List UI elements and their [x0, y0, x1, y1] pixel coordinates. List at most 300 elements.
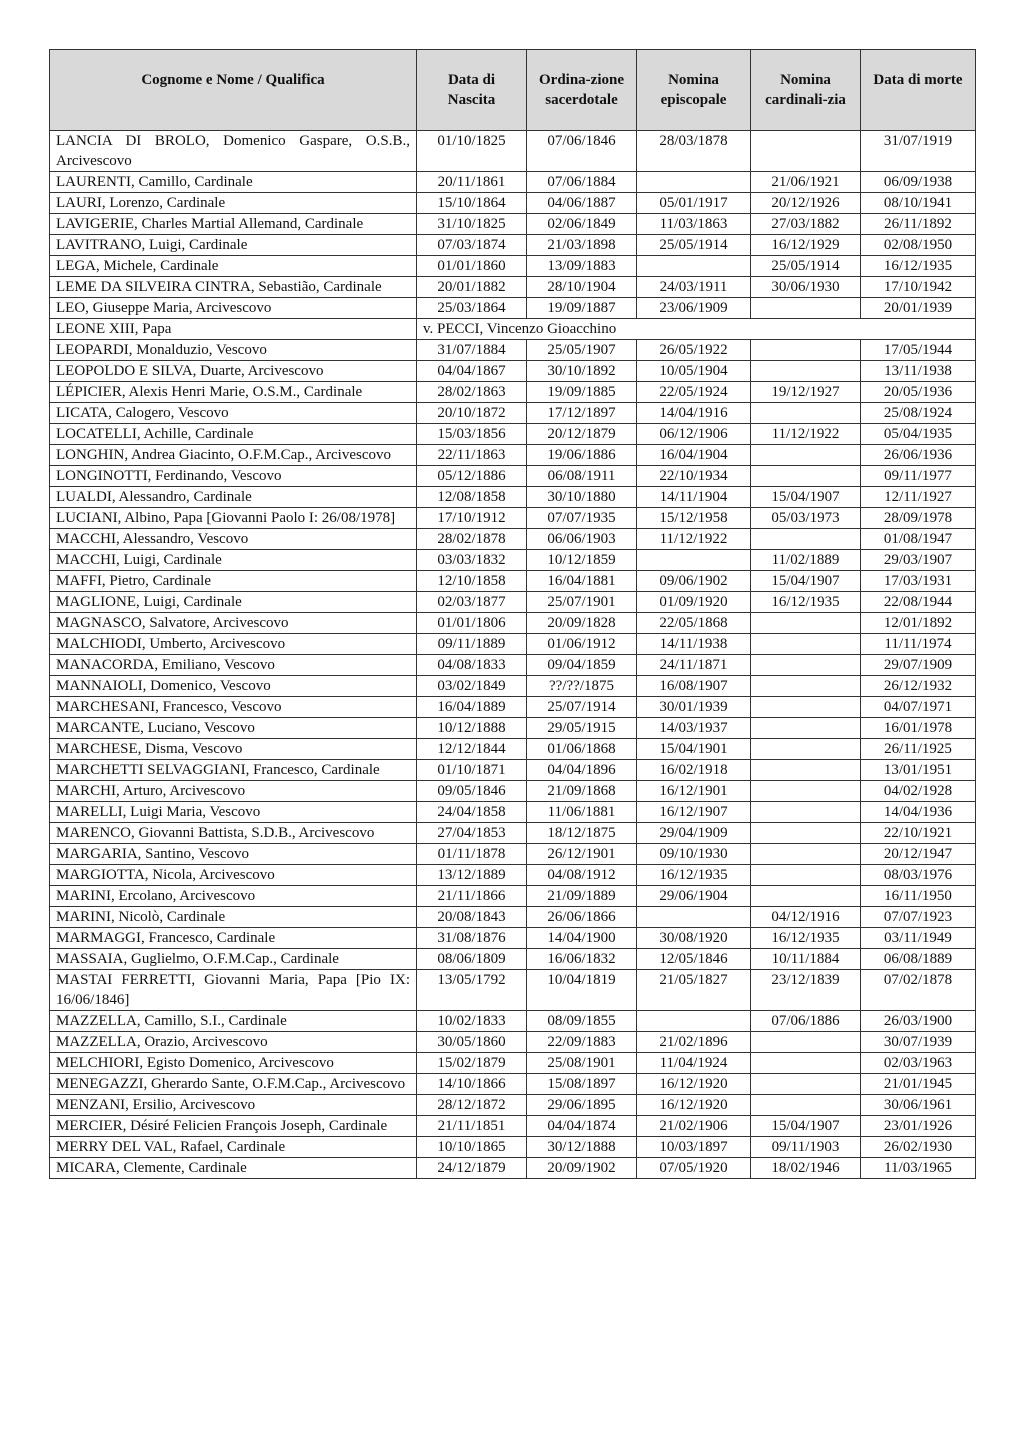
birth-date-cell: 09/05/1846: [417, 781, 527, 802]
birth-date-cell: 25/03/1864: [417, 298, 527, 319]
cardinal-date-cell: [751, 613, 861, 634]
birth-date-cell: 21/11/1866: [417, 886, 527, 907]
birth-date-cell: 17/10/1912: [417, 508, 527, 529]
cardinal-date-cell: [751, 802, 861, 823]
name-cell: MAGNASCO, Salvatore, Arcivescovo: [50, 613, 417, 634]
ordination-date-cell: 19/09/1885: [527, 382, 637, 403]
episcopal-date-cell: 11/04/1924: [637, 1053, 751, 1074]
birth-date-cell: 15/03/1856: [417, 424, 527, 445]
name-cell: MENZANI, Ersilio, Arcivescovo: [50, 1095, 417, 1116]
birth-date-cell: 30/05/1860: [417, 1032, 527, 1053]
cardinal-date-cell: 09/11/1903: [751, 1137, 861, 1158]
episcopal-date-cell: 05/01/1917: [637, 193, 751, 214]
birth-date-cell: 10/02/1833: [417, 1011, 527, 1032]
death-date-cell: 22/08/1944: [861, 592, 976, 613]
death-date-cell: 04/02/1928: [861, 781, 976, 802]
death-date-cell: 13/11/1938: [861, 361, 976, 382]
birth-date-cell: 16/04/1889: [417, 697, 527, 718]
header-ordination: Ordina-zione sacerdotale: [527, 50, 637, 131]
table-row: [50, 466, 976, 487]
cardinal-date-cell: 23/12/1839: [751, 970, 861, 1011]
ordination-date-cell: 19/09/1887: [527, 298, 637, 319]
name-cell: LAVITRANO, Luigi, Cardinale: [50, 235, 417, 256]
cardinal-date-cell: [751, 823, 861, 844]
header-cardinal: Nomina cardinali-zia: [751, 50, 861, 131]
birth-date-cell: 10/12/1888: [417, 718, 527, 739]
table-row: [50, 865, 976, 886]
name-cell: LAURI, Lorenzo, Cardinale: [50, 193, 417, 214]
ordination-date-cell: 04/08/1912: [527, 865, 637, 886]
name-cell: MACCHI, Luigi, Cardinale: [50, 550, 417, 571]
table-row: [50, 718, 976, 739]
birth-date-cell: 24/04/1858: [417, 802, 527, 823]
table-row: [50, 214, 976, 235]
table-row: [50, 592, 976, 613]
cardinal-date-cell: 18/02/1946: [751, 1158, 861, 1179]
death-date-cell: 29/07/1909: [861, 655, 976, 676]
death-date-cell: 07/07/1923: [861, 907, 976, 928]
episcopal-date-cell: [637, 1011, 751, 1032]
cardinal-date-cell: [751, 634, 861, 655]
episcopal-date-cell: 22/10/1934: [637, 466, 751, 487]
cardinal-date-cell: [751, 676, 861, 697]
name-cell: MARELLI, Luigi Maria, Vescovo: [50, 802, 417, 823]
table-row: [50, 340, 976, 361]
ordination-date-cell: 06/06/1903: [527, 529, 637, 550]
birth-date-cell: 10/10/1865: [417, 1137, 527, 1158]
table-row: [50, 445, 976, 466]
episcopal-date-cell: 16/12/1920: [637, 1074, 751, 1095]
name-cell: LAVIGERIE, Charles Martial Allemand, Cardinale: [50, 214, 417, 235]
table-row: [50, 613, 976, 634]
death-date-cell: 26/12/1932: [861, 676, 976, 697]
table-row: [50, 1158, 976, 1179]
ordination-date-cell: 04/06/1887: [527, 193, 637, 214]
death-date-cell: 12/01/1892: [861, 613, 976, 634]
name-cell: LEONE XIII, Papa: [50, 319, 417, 340]
ordination-date-cell: ??/??/1875: [527, 676, 637, 697]
name-cell: MERCIER, Désiré Felicien François Joseph, Cardinale: [50, 1116, 417, 1137]
episcopal-date-cell: 28/03/1878: [637, 131, 751, 172]
table-row: [50, 949, 976, 970]
episcopal-date-cell: 06/12/1906: [637, 424, 751, 445]
ordination-date-cell: 21/03/1898: [527, 235, 637, 256]
name-cell: LÉPICIER, Alexis Henri Marie, O.S.M., Cardinale: [50, 382, 417, 403]
name-cell: MANACORDA, Emiliano, Vescovo: [50, 655, 417, 676]
episcopal-date-cell: 12/05/1846: [637, 949, 751, 970]
ordination-date-cell: 07/06/1846: [527, 131, 637, 172]
episcopal-date-cell: 14/11/1904: [637, 487, 751, 508]
cardinal-date-cell: 05/03/1973: [751, 508, 861, 529]
name-cell: MARCHETTI SELVAGGIANI, Francesco, Cardinale: [50, 760, 417, 781]
table-row: [50, 131, 976, 172]
birth-date-cell: 03/02/1849: [417, 676, 527, 697]
episcopal-date-cell: 16/12/1901: [637, 781, 751, 802]
death-date-cell: 16/12/1935: [861, 256, 976, 277]
cardinal-date-cell: [751, 655, 861, 676]
cardinal-date-cell: [751, 844, 861, 865]
table-row: [50, 256, 976, 277]
ordination-date-cell: 20/09/1828: [527, 613, 637, 634]
episcopal-date-cell: 16/12/1935: [637, 865, 751, 886]
birth-date-cell: 22/11/1863: [417, 445, 527, 466]
birth-date-cell: 28/12/1872: [417, 1095, 527, 1116]
cardinal-date-cell: 16/12/1935: [751, 928, 861, 949]
table-row: [50, 298, 976, 319]
name-cell: MACCHI, Alessandro, Vescovo: [50, 529, 417, 550]
birth-date-cell: 21/11/1851: [417, 1116, 527, 1137]
ordination-date-cell: 20/09/1902: [527, 1158, 637, 1179]
episcopal-date-cell: 30/01/1939: [637, 697, 751, 718]
table-header: [50, 50, 976, 131]
cardinal-date-cell: [751, 760, 861, 781]
name-cell: LEGA, Michele, Cardinale: [50, 256, 417, 277]
ordination-date-cell: 26/06/1866: [527, 907, 637, 928]
ordination-date-cell: 17/12/1897: [527, 403, 637, 424]
table-row: [50, 361, 976, 382]
death-date-cell: 23/01/1926: [861, 1116, 976, 1137]
name-cell: LANCIA DI BROLO, Domenico Gaspare, O.S.B., Arcivescovo: [50, 131, 417, 172]
ordination-date-cell: 01/06/1868: [527, 739, 637, 760]
ordination-date-cell: 15/08/1897: [527, 1074, 637, 1095]
birth-date-cell: 05/12/1886: [417, 466, 527, 487]
ordination-date-cell: 16/06/1832: [527, 949, 637, 970]
cardinal-date-cell: [751, 865, 861, 886]
death-date-cell: 06/08/1889: [861, 949, 976, 970]
clergy-register-table: [49, 49, 976, 1179]
name-cell: MICARA, Clemente, Cardinale: [50, 1158, 417, 1179]
cardinal-date-cell: [751, 718, 861, 739]
name-cell: MARCHESANI, Francesco, Vescovo: [50, 697, 417, 718]
episcopal-date-cell: 22/05/1924: [637, 382, 751, 403]
birth-date-cell: 01/10/1825: [417, 131, 527, 172]
ordination-date-cell: 22/09/1883: [527, 1032, 637, 1053]
table-row: [50, 781, 976, 802]
table-row: [50, 1074, 976, 1095]
death-date-cell: 16/11/1950: [861, 886, 976, 907]
death-date-cell: 12/11/1927: [861, 487, 976, 508]
name-cell: LUCIANI, Albino, Papa [Giovanni Paolo I: 26/08/1978]: [50, 508, 417, 529]
cardinal-date-cell: [751, 739, 861, 760]
cardinal-date-cell: [751, 1032, 861, 1053]
birth-date-cell: 20/10/1872: [417, 403, 527, 424]
birth-date-cell: 12/12/1844: [417, 739, 527, 760]
table-row: [50, 508, 976, 529]
death-date-cell: 20/01/1939: [861, 298, 976, 319]
table-row: [50, 529, 976, 550]
name-cell: LEO, Giuseppe Maria, Arcivescovo: [50, 298, 417, 319]
table-row: [50, 823, 976, 844]
episcopal-date-cell: 09/10/1930: [637, 844, 751, 865]
death-date-cell: 21/01/1945: [861, 1074, 976, 1095]
cardinal-date-cell: 07/06/1886: [751, 1011, 861, 1032]
table-row: [50, 1011, 976, 1032]
cardinal-date-cell: 11/02/1889: [751, 550, 861, 571]
ordination-date-cell: 07/07/1935: [527, 508, 637, 529]
name-cell: LEME DA SILVEIRA CINTRA, Sebastião, Cardinale: [50, 277, 417, 298]
table-row: [50, 487, 976, 508]
death-date-cell: 13/01/1951: [861, 760, 976, 781]
name-cell: LEOPARDI, Monalduzio, Vescovo: [50, 340, 417, 361]
ordination-date-cell: 26/12/1901: [527, 844, 637, 865]
death-date-cell: 25/08/1924: [861, 403, 976, 424]
name-cell: MERRY DEL VAL, Rafael, Cardinale: [50, 1137, 417, 1158]
death-date-cell: 26/03/1900: [861, 1011, 976, 1032]
ordination-date-cell: 25/08/1901: [527, 1053, 637, 1074]
ordination-date-cell: 25/05/1907: [527, 340, 637, 361]
table-row: [50, 1032, 976, 1053]
name-cell: MARCHI, Arturo, Arcivescovo: [50, 781, 417, 802]
name-cell: LAURENTI, Camillo, Cardinale: [50, 172, 417, 193]
table-row: [50, 319, 976, 340]
cardinal-date-cell: [751, 1074, 861, 1095]
death-date-cell: 22/10/1921: [861, 823, 976, 844]
name-cell: MARCANTE, Luciano, Vescovo: [50, 718, 417, 739]
birth-date-cell: 01/10/1871: [417, 760, 527, 781]
table-row: [50, 424, 976, 445]
ordination-date-cell: 01/06/1912: [527, 634, 637, 655]
ordination-date-cell: 09/04/1859: [527, 655, 637, 676]
ordination-date-cell: 30/10/1892: [527, 361, 637, 382]
episcopal-date-cell: [637, 172, 751, 193]
episcopal-date-cell: [637, 550, 751, 571]
name-cell: MELCHIORI, Egisto Domenico, Arcivescovo: [50, 1053, 417, 1074]
birth-date-cell: 12/08/1858: [417, 487, 527, 508]
episcopal-date-cell: 21/02/1906: [637, 1116, 751, 1137]
ordination-date-cell: 08/09/1855: [527, 1011, 637, 1032]
episcopal-date-cell: 14/11/1938: [637, 634, 751, 655]
name-cell: MARENCO, Giovanni Battista, S.D.B., Arcivescovo: [50, 823, 417, 844]
episcopal-date-cell: 23/06/1909: [637, 298, 751, 319]
name-cell: LONGHIN, Andrea Giacinto, O.F.M.Cap., Arcivescovo: [50, 445, 417, 466]
episcopal-date-cell: 11/03/1863: [637, 214, 751, 235]
cardinal-date-cell: 30/06/1930: [751, 277, 861, 298]
name-cell: MARCHESE, Disma, Vescovo: [50, 739, 417, 760]
table-row: [50, 382, 976, 403]
episcopal-date-cell: 16/08/1907: [637, 676, 751, 697]
birth-date-cell: 20/11/1861: [417, 172, 527, 193]
ordination-date-cell: 30/12/1888: [527, 1137, 637, 1158]
episcopal-date-cell: 15/12/1958: [637, 508, 751, 529]
death-date-cell: 16/01/1978: [861, 718, 976, 739]
ordination-date-cell: 21/09/1868: [527, 781, 637, 802]
table-row: [50, 970, 976, 1011]
name-cell: MARGIOTTA, Nicola, Arcivescovo: [50, 865, 417, 886]
table-row: [50, 403, 976, 424]
death-date-cell: 29/03/1907: [861, 550, 976, 571]
episcopal-date-cell: 01/09/1920: [637, 592, 751, 613]
episcopal-date-cell: 26/05/1922: [637, 340, 751, 361]
ordination-date-cell: 28/10/1904: [527, 277, 637, 298]
name-cell: MASTAI FERRETTI, Giovanni Maria, Papa [Pio IX: 16/06/1846]: [50, 970, 417, 1011]
ordination-date-cell: 11/06/1881: [527, 802, 637, 823]
birth-date-cell: 04/04/1867: [417, 361, 527, 382]
name-cell: MARMAGGI, Francesco, Cardinale: [50, 928, 417, 949]
cardinal-date-cell: [751, 340, 861, 361]
birth-date-cell: 13/05/1792: [417, 970, 527, 1011]
episcopal-date-cell: 16/02/1918: [637, 760, 751, 781]
birth-date-cell: 31/07/1884: [417, 340, 527, 361]
death-date-cell: 17/10/1942: [861, 277, 976, 298]
episcopal-date-cell: 22/05/1868: [637, 613, 751, 634]
episcopal-date-cell: 07/05/1920: [637, 1158, 751, 1179]
table-row: [50, 235, 976, 256]
death-date-cell: 20/12/1947: [861, 844, 976, 865]
ordination-date-cell: 25/07/1901: [527, 592, 637, 613]
death-date-cell: 07/02/1878: [861, 970, 976, 1011]
name-cell: MARGARIA, Santino, Vescovo: [50, 844, 417, 865]
cardinal-date-cell: 15/04/1907: [751, 1116, 861, 1137]
death-date-cell: 04/07/1971: [861, 697, 976, 718]
death-date-cell: 06/09/1938: [861, 172, 976, 193]
birth-date-cell: 08/06/1809: [417, 949, 527, 970]
name-cell: LONGINOTTI, Ferdinando, Vescovo: [50, 466, 417, 487]
cardinal-date-cell: [751, 466, 861, 487]
episcopal-date-cell: 09/06/1902: [637, 571, 751, 592]
cardinal-date-cell: [751, 886, 861, 907]
episcopal-date-cell: 10/05/1904: [637, 361, 751, 382]
birth-date-cell: 20/08/1843: [417, 907, 527, 928]
cardinal-date-cell: 16/12/1929: [751, 235, 861, 256]
death-date-cell: 17/05/1944: [861, 340, 976, 361]
name-cell: MASSAIA, Guglielmo, O.F.M.Cap., Cardinale: [50, 949, 417, 970]
header-name: Cognome e Nome / Qualifica: [50, 50, 417, 131]
name-cell: LICATA, Calogero, Vescovo: [50, 403, 417, 424]
birth-date-cell: 04/08/1833: [417, 655, 527, 676]
table-row: [50, 1137, 976, 1158]
death-date-cell: 26/06/1936: [861, 445, 976, 466]
death-date-cell: 08/10/1941: [861, 193, 976, 214]
birth-date-cell: 31/08/1876: [417, 928, 527, 949]
header-birth: Data di Nascita: [417, 50, 527, 131]
table-row: [50, 928, 976, 949]
death-date-cell: 26/11/1925: [861, 739, 976, 760]
episcopal-date-cell: 11/12/1922: [637, 529, 751, 550]
death-date-cell: 31/07/1919: [861, 131, 976, 172]
cardinal-date-cell: [751, 697, 861, 718]
ordination-date-cell: 19/06/1886: [527, 445, 637, 466]
ordination-date-cell: 04/04/1874: [527, 1116, 637, 1137]
name-cell: MARINI, Nicolò, Cardinale: [50, 907, 417, 928]
birth-date-cell: 09/11/1889: [417, 634, 527, 655]
table-row: [50, 655, 976, 676]
death-date-cell: 14/04/1936: [861, 802, 976, 823]
birth-date-cell: 28/02/1878: [417, 529, 527, 550]
ordination-date-cell: 10/12/1859: [527, 550, 637, 571]
birth-date-cell: 24/12/1879: [417, 1158, 527, 1179]
cardinal-date-cell: [751, 529, 861, 550]
ordination-date-cell: 29/05/1915: [527, 718, 637, 739]
death-date-cell: 30/06/1961: [861, 1095, 976, 1116]
name-cell: LEOPOLDO E SILVA, Duarte, Arcivescovo: [50, 361, 417, 382]
death-date-cell: 01/08/1947: [861, 529, 976, 550]
episcopal-date-cell: 14/03/1937: [637, 718, 751, 739]
cardinal-date-cell: [751, 403, 861, 424]
episcopal-date-cell: 29/06/1904: [637, 886, 751, 907]
birth-date-cell: 31/10/1825: [417, 214, 527, 235]
table-row: [50, 802, 976, 823]
cardinal-date-cell: 19/12/1927: [751, 382, 861, 403]
episcopal-date-cell: 16/12/1920: [637, 1095, 751, 1116]
cardinal-date-cell: [751, 131, 861, 172]
name-cell: MENEGAZZI, Gherardo Sante, O.F.M.Cap., Arcivescovo: [50, 1074, 417, 1095]
birth-date-cell: 01/01/1860: [417, 256, 527, 277]
episcopal-date-cell: 24/03/1911: [637, 277, 751, 298]
cardinal-date-cell: [751, 1095, 861, 1116]
episcopal-date-cell: 24/11/1871: [637, 655, 751, 676]
cardinal-date-cell: 27/03/1882: [751, 214, 861, 235]
episcopal-date-cell: 21/02/1896: [637, 1032, 751, 1053]
table-row: [50, 760, 976, 781]
cardinal-date-cell: 11/12/1922: [751, 424, 861, 445]
table-row: [50, 172, 976, 193]
ordination-date-cell: 16/04/1881: [527, 571, 637, 592]
cardinal-date-cell: 15/04/1907: [751, 487, 861, 508]
table-row: [50, 886, 976, 907]
death-date-cell: 30/07/1939: [861, 1032, 976, 1053]
birth-date-cell: 07/03/1874: [417, 235, 527, 256]
death-date-cell: 28/09/1978: [861, 508, 976, 529]
episcopal-date-cell: 14/04/1916: [637, 403, 751, 424]
ordination-date-cell: 30/10/1880: [527, 487, 637, 508]
name-cell: MALCHIODI, Umberto, Arcivescovo: [50, 634, 417, 655]
death-date-cell: 20/05/1936: [861, 382, 976, 403]
cardinal-date-cell: 10/11/1884: [751, 949, 861, 970]
ordination-date-cell: 25/07/1914: [527, 697, 637, 718]
cardinal-date-cell: 20/12/1926: [751, 193, 861, 214]
episcopal-date-cell: 10/03/1897: [637, 1137, 751, 1158]
birth-date-cell: 15/10/1864: [417, 193, 527, 214]
cardinal-date-cell: [751, 298, 861, 319]
name-cell: MAFFI, Pietro, Cardinale: [50, 571, 417, 592]
birth-date-cell: 14/10/1866: [417, 1074, 527, 1095]
ordination-date-cell: 13/09/1883: [527, 256, 637, 277]
name-cell: MAZZELLA, Orazio, Arcivescovo: [50, 1032, 417, 1053]
cross-reference-cell: v. PECCI, Vincenzo Gioacchino: [417, 319, 976, 340]
cardinal-date-cell: [751, 781, 861, 802]
cardinal-date-cell: 25/05/1914: [751, 256, 861, 277]
cardinal-date-cell: 16/12/1935: [751, 592, 861, 613]
birth-date-cell: 13/12/1889: [417, 865, 527, 886]
table-row: [50, 844, 976, 865]
birth-date-cell: 12/10/1858: [417, 571, 527, 592]
table-row: [50, 277, 976, 298]
episcopal-date-cell: 30/08/1920: [637, 928, 751, 949]
ordination-date-cell: 04/04/1896: [527, 760, 637, 781]
episcopal-date-cell: [637, 907, 751, 928]
table-row: [50, 697, 976, 718]
cardinal-date-cell: 15/04/1907: [751, 571, 861, 592]
episcopal-date-cell: 16/12/1907: [637, 802, 751, 823]
birth-date-cell: 02/03/1877: [417, 592, 527, 613]
header-death: Data di morte: [861, 50, 976, 131]
cardinal-date-cell: [751, 445, 861, 466]
table-body: [50, 131, 976, 1179]
table-row: [50, 1116, 976, 1137]
episcopal-date-cell: 25/05/1914: [637, 235, 751, 256]
ordination-date-cell: 18/12/1875: [527, 823, 637, 844]
death-date-cell: 03/11/1949: [861, 928, 976, 949]
table-row: [50, 739, 976, 760]
death-date-cell: 09/11/1977: [861, 466, 976, 487]
table-row: [50, 1095, 976, 1116]
ordination-date-cell: 10/04/1819: [527, 970, 637, 1011]
birth-date-cell: 15/02/1879: [417, 1053, 527, 1074]
table-row: [50, 907, 976, 928]
cardinal-date-cell: [751, 361, 861, 382]
death-date-cell: 26/02/1930: [861, 1137, 976, 1158]
episcopal-date-cell: 15/04/1901: [637, 739, 751, 760]
